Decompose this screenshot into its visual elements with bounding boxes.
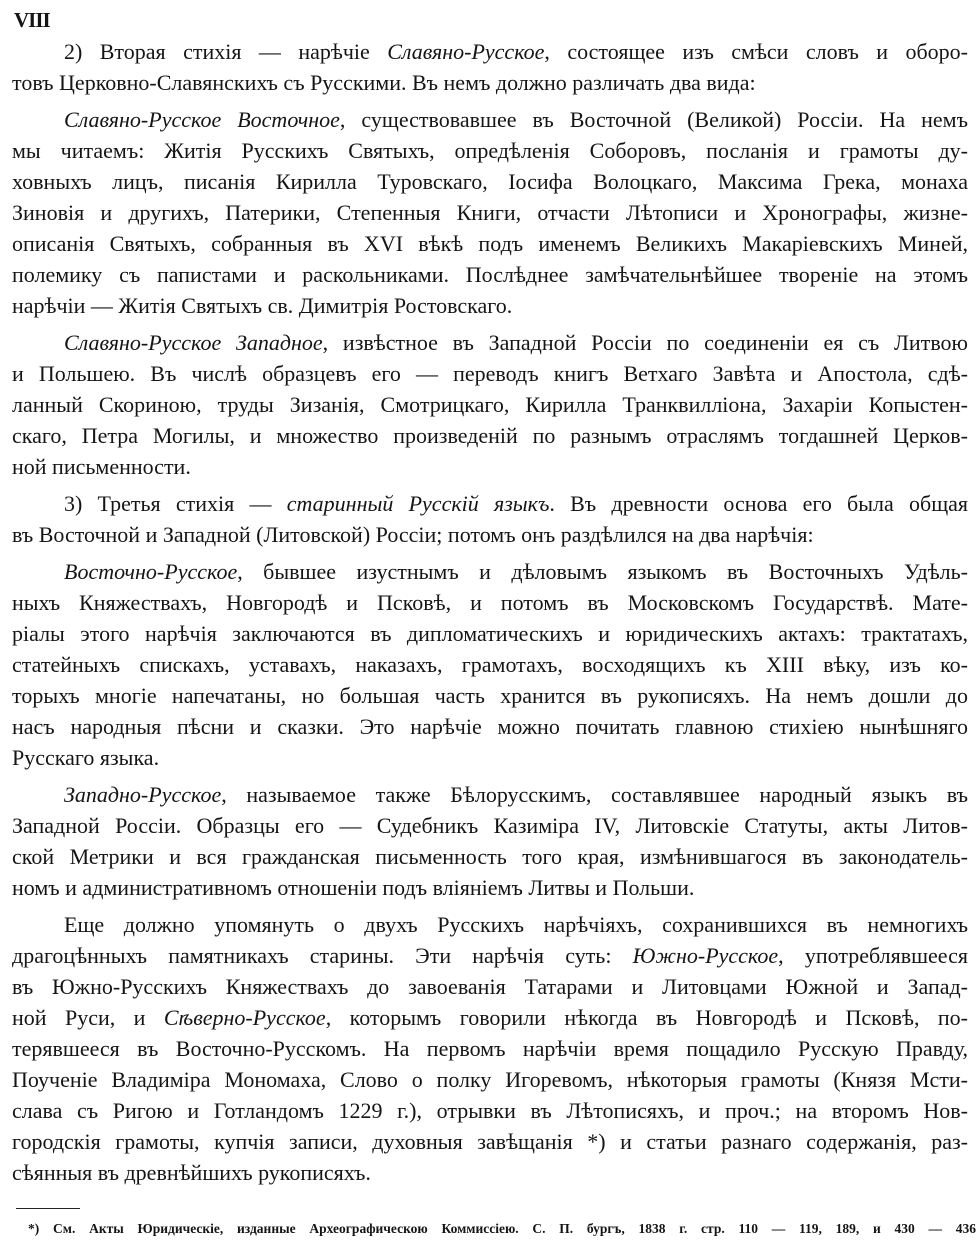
paragraph xyxy=(12,556,968,773)
text-segment: городскія грамоты, купчія записи, духовныя завѣщанія *) и статьи разнаго содержанія, раз- xyxy=(12,1129,968,1154)
text-segment: , которымъ говорили нѣкогда въ Новгородѣ и Псковѣ, по- xyxy=(325,1005,969,1030)
text-segment: описанія Святыхъ, собранныя въ XVI вѣкѣ подъ именемъ Великихъ Макаріевскихъ Миней, xyxy=(12,231,968,256)
text-line xyxy=(12,290,968,321)
text-line xyxy=(12,971,968,1002)
italic-term: старинный Русскій языкъ xyxy=(286,491,550,516)
text-segment: , бывшее изустнымъ и дѣловымъ языкомъ въ Восточныхъ Удѣль- xyxy=(237,559,968,584)
text-line xyxy=(12,1126,968,1157)
text-segment: , употреблявшееся xyxy=(778,943,968,968)
text-line xyxy=(12,940,968,971)
text-segment: Западной Россіи. Образцы его — Судебникъ Казиміра IV, Литовскіе Статуты, акты Литов- xyxy=(12,813,968,838)
text-line xyxy=(12,1064,968,1095)
text-line xyxy=(12,779,968,810)
italic-term: Славяно-Русское Восточное xyxy=(64,107,340,132)
footnote-divider xyxy=(16,1208,80,1209)
text-line xyxy=(12,259,968,290)
text-segment: 2) Вторая стихія — нарѣчіе xyxy=(64,39,388,64)
text-segment: нарѣчіи — Житія Святыхъ св. Димитрія Ростовскаго. xyxy=(12,293,513,318)
text-line xyxy=(12,488,968,519)
text-segment: ной письменности. xyxy=(12,454,191,479)
text-line xyxy=(12,104,968,135)
text-line xyxy=(12,197,968,228)
text-line xyxy=(12,327,968,358)
text-line xyxy=(12,872,968,903)
text-line xyxy=(12,420,968,451)
page-number: VIII xyxy=(14,8,50,32)
text-segment: , извѣстное въ Западной Россіи по соединеніи ея съ Литвою xyxy=(322,330,968,355)
text-segment: и Польшею. Въ числѣ образцевъ его — переводъ книгъ Ветхаго Завѣта и Апостола, сдѣ- xyxy=(12,361,968,386)
text-line xyxy=(12,810,968,841)
text-segment: ріалы этого нарѣчія заключаются въ дипломатическихъ и юридическихъ актахъ: трактатахъ, xyxy=(12,621,968,646)
footnote: *) См. Акты Юридическіе, изданные Археографическою Коммиссіею. С. П. бургъ, 1838 г. стр. 110 — 119, 189, и 430 — 436 xyxy=(28,1221,976,1236)
italic-term: Славяно-Русское xyxy=(387,39,545,64)
text-segment: Зиновія и другихъ, Патерики, Степенныя Книги, отчасти Лѣтописи и Хронографы, жизне- xyxy=(12,200,968,225)
text-segment: товъ Церковно-Славянскихъ съ Русскими. Въ немъ должно различать два вида: xyxy=(12,70,756,95)
text-segment: ховныхъ лицъ, писанія Кирилла Туровскаго, Іосифа Волоцкаго, Максима Грека, монаха xyxy=(12,169,968,194)
text-segment: терявшееся въ Восточно-Русскомъ. На первомъ нарѣчіи время пощадило Русскую Правду, xyxy=(12,1036,968,1061)
text-line xyxy=(12,1157,968,1188)
paragraph xyxy=(12,779,968,903)
italic-term: Южно-Русское xyxy=(632,943,779,968)
text-line xyxy=(12,680,968,711)
text-segment: Поученіе Владиміра Мономаха, Слово о полку Игоревомъ, нѣкоторыя грамоты (Князя Мсти- xyxy=(12,1067,968,1092)
text-line xyxy=(12,649,968,680)
text-line xyxy=(12,389,968,420)
text-line xyxy=(12,519,968,550)
text-line xyxy=(12,556,968,587)
text-segment: ныхъ Княжествахъ, Новгородѣ и Псковѣ, и потомъ въ Московскомъ Государствѣ. Мате- xyxy=(12,590,968,615)
italic-term: Западно-Русское xyxy=(64,782,222,807)
text-segment: ланный Скориною, труды Зизанія, Смотрицкаго, Кирилла Транквилліона, Захаріи Копыстен- xyxy=(12,392,968,417)
text-segment: въ Южно-Русскихъ Княжествахъ до завоеванія Татарами и Литовцами Южной и Запад- xyxy=(12,974,968,999)
text-segment: полемику съ папистами и раскольниками. Послѣднее замѣчательнѣйшее твореніе на этомъ xyxy=(12,262,968,287)
text-segment: скаго, Петра Могилы, и множество произведеній по разнымъ отраслямъ тогдашней Церков- xyxy=(12,423,968,448)
text-line xyxy=(12,909,968,940)
text-segment: , называемое также Бѣлорусскимъ, составлявшее народный языкъ въ xyxy=(221,782,968,807)
text-line xyxy=(12,36,968,67)
italic-term: Сѣверно-Русское xyxy=(163,1005,326,1030)
text-segment: Еще должно упомянуть о двухъ Русскихъ нарѣчіяхъ, сохранившихся въ немногихъ xyxy=(64,912,968,937)
text-line xyxy=(12,166,968,197)
text-segment: насъ народныя пѣсни и сказки. Это нарѣчіе можно почитать главною стихіею нынѣшняго xyxy=(12,714,968,739)
text-line xyxy=(12,1095,968,1126)
text-segment: номъ и административномъ отношеніи подъ вліяніемъ Литвы и Польши. xyxy=(12,875,695,900)
text-segment: слава съ Ригою и Готландомъ 1229 г.), отрывки въ Лѣтописяхъ, и проч.; на второмъ Нов- xyxy=(12,1098,968,1123)
text-line xyxy=(12,1002,968,1033)
text-line xyxy=(12,358,968,389)
text-line xyxy=(12,135,968,166)
text-segment: 3) Третья стихія — xyxy=(64,491,287,516)
paragraph xyxy=(12,327,968,482)
body-text xyxy=(12,36,968,1194)
text-line xyxy=(12,618,968,649)
text-segment: торыхъ многіе напечатаны, но большая часть хранится въ рукописяхъ. На немъ дошли до xyxy=(12,683,968,708)
text-line xyxy=(12,451,968,482)
text-segment: сѣянныя въ древнѣйшихъ рукописяхъ. xyxy=(12,1160,371,1185)
text-segment: . Въ древности основа его была общая xyxy=(549,491,969,516)
text-segment: драгоцѣнныхъ памятникахъ старины. Эти нарѣчія суть: xyxy=(12,943,633,968)
text-segment: въ Восточной и Западной (Литовской) Россіи; потомъ онъ раздѣлился на два нарѣчія: xyxy=(12,522,814,547)
text-line xyxy=(12,228,968,259)
text-segment: статейныхъ спискахъ, уставахъ, наказахъ, грамотахъ, восходящихъ къ XIII вѣку, изъ ко- xyxy=(12,652,968,677)
text-line xyxy=(12,841,968,872)
paragraph xyxy=(12,36,968,98)
paragraph xyxy=(12,909,968,1188)
text-segment: Русскаго языка. xyxy=(12,745,160,770)
text-line xyxy=(12,742,968,773)
text-segment: , состоящее изъ смѣси словъ и оборо- xyxy=(544,39,968,64)
text-line xyxy=(12,587,968,618)
text-segment: мы читаемъ: Житія Русскихъ Святыхъ, опредѣленія Соборовъ, посланія и грамоты ду- xyxy=(12,138,968,163)
text-line xyxy=(12,1033,968,1064)
italic-term: Славяно-Русское Западное xyxy=(64,330,323,355)
text-segment: ной Руси, и xyxy=(12,1005,164,1030)
text-segment: ской Метрики и вся гражданская письменность того края, измѣнившагося въ законодатель- xyxy=(12,844,968,869)
text-line xyxy=(12,711,968,742)
paragraph xyxy=(12,104,968,321)
italic-term: Восточно-Русское xyxy=(64,559,238,584)
text-line xyxy=(12,67,968,98)
paragraph xyxy=(12,488,968,550)
text-segment: , существовавшее въ Восточной (Великой) Россіи. На немъ xyxy=(339,107,968,132)
